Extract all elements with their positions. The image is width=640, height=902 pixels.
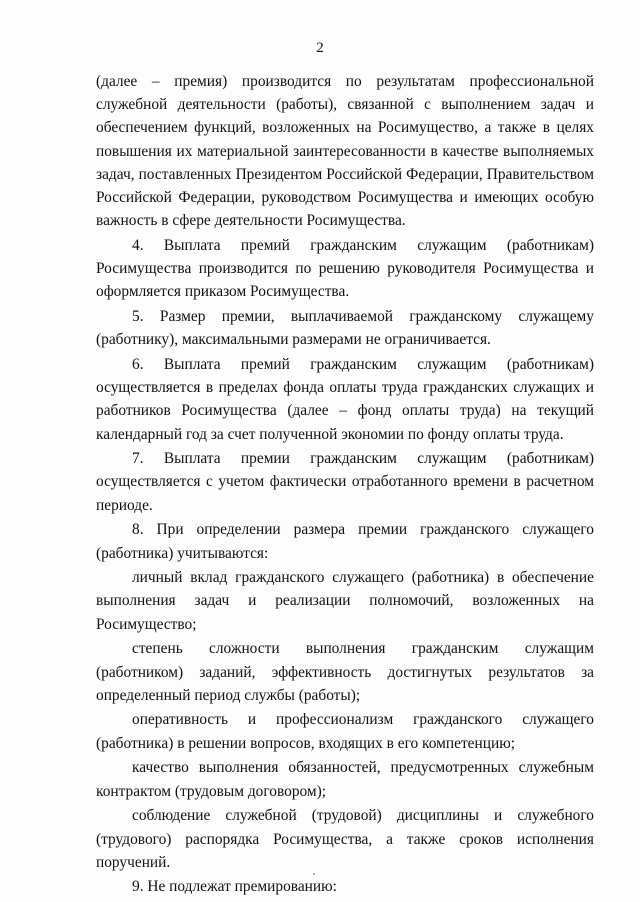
paragraph-item-5: 5. Размер премии, выплачиваемой гражданскому служащему (работнику), максимальными размерами не ограничивается.: [96, 308, 594, 349]
paragraph-criterion-discipline: соблюдение служебной (трудовой) дисциплины и служебного (трудового) распорядка Росимущества, а также сроков исполнения поручений.: [96, 807, 594, 871]
scan-speck: [313, 873, 315, 875]
page-number: 2: [316, 40, 324, 56]
paragraph-item-9: 9. Не подлежат премированию:: [132, 878, 337, 896]
paragraph-criterion-efficiency: оперативность и профессионализм гражданского служащего (работника) в решении вопросов, входящих в его компетенцию;: [96, 711, 594, 752]
paragraph-bonus-continuation: (далее – премия) производится по результатам профессиональной служебной деятельности (работы), связанной с выполнением задач и обеспечением функций, возложенных на Росимущество, а также в целях повышения их материальной заинтересованности в качестве выполняемых задач, поставленных Президентом Российской Федерации, Правительством Российской Федерации, руководством Росимущества и имеющих особую важность в сфере деятельности Росимущества.: [96, 73, 594, 230]
paragraph-criterion-quality: качество выполнения обязанностей, предусмотренных служебным контрактом (трудовым договором);: [96, 759, 594, 800]
paragraph-item-4: 4. Выплата премий гражданским служащим (работникам) Росимущества производится по решению руководителя Росимущества и оформляется приказом Росимущества.: [96, 236, 594, 301]
document-body: [96, 70, 594, 900]
paragraph-item-6: 6. Выплата премий гражданским служащим (работникам) осуществляется в пределах фонда оплаты труда гражданских служащих и работников Росимущества (далее – фонд оплаты труда) на текущий календарный год за счет полученной экономии по фонду оплаты труда.: [96, 355, 594, 443]
paragraph-item-7: 7. Выплата премии гражданским служащим (работникам) осуществляется с учетом фактически отработанного времени в расчетном периоде.: [96, 450, 594, 514]
paragraph-criterion-contribution: личный вклад гражданского служащего (работника) в обеспечение выполнения задач и реализации полномочий, возложенных на Росимущество;: [96, 569, 594, 633]
paragraph-item-8: 8. При определении размера премии гражданского служащего (работника) учитываются:: [96, 521, 594, 562]
paragraph-criterion-complexity: степень сложности выполнения гражданским служащим (работником) заданий, эффективность достигнутых результатов за определенный период службы (работы);: [96, 640, 594, 704]
